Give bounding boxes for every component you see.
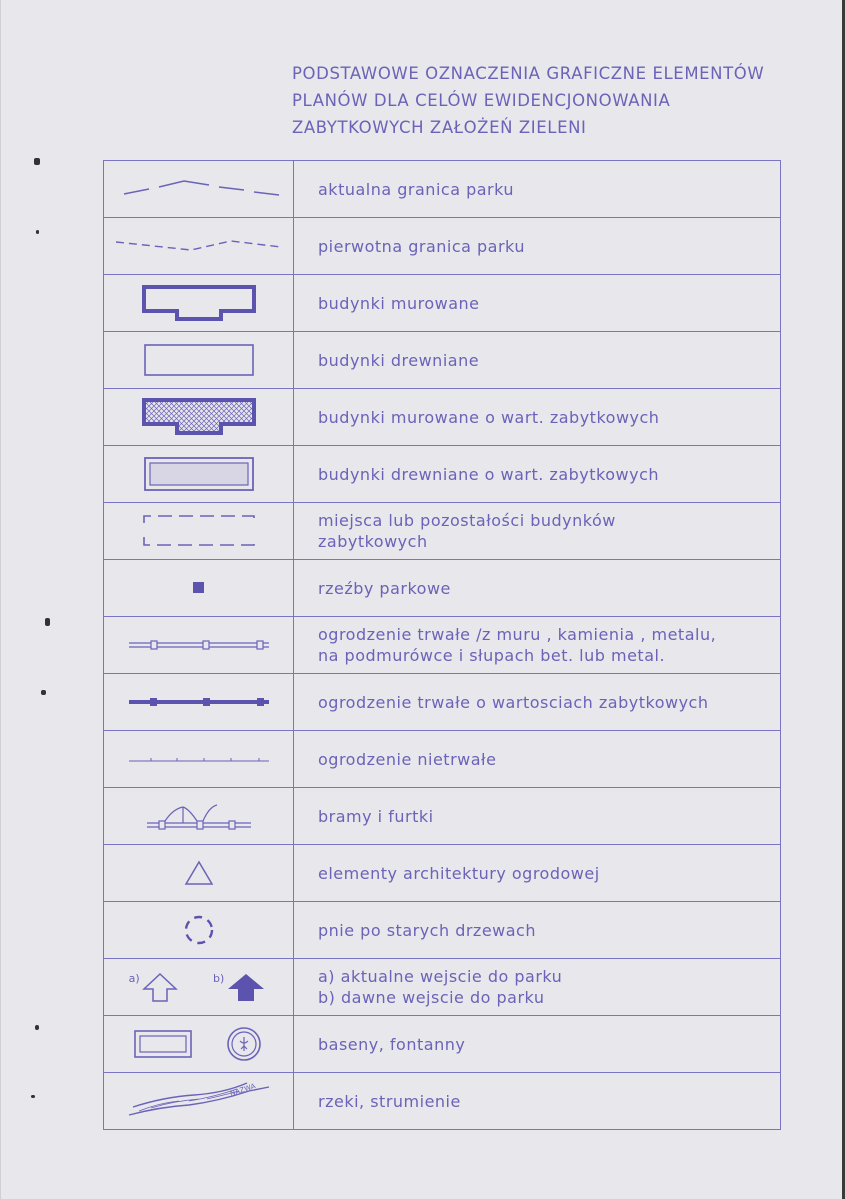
current-entrance-arrow-icon	[140, 970, 180, 1004]
river-icon	[119, 1081, 279, 1121]
legend-label: budynki murowane o wart. zabytkowych	[294, 389, 781, 446]
gate-icon	[139, 799, 259, 833]
legend-label: baseny, fontanny	[294, 1016, 781, 1073]
symbol-cell	[104, 332, 294, 389]
legend-row	[104, 674, 781, 731]
symbol-cell	[104, 959, 294, 1016]
legend-label: pnie po starych drzewach	[294, 902, 781, 959]
title-line-2: PLANÓW DLA CELÓW EWIDENCJONOWANIA	[292, 91, 671, 110]
park-sculpture-icon	[189, 578, 209, 598]
symbol-cell	[104, 731, 294, 788]
symbol-cell	[104, 560, 294, 617]
building-remains-icon	[136, 511, 261, 551]
legend-label: budynki drewniane o wart. zabytkowych	[294, 446, 781, 503]
tree-stump-icon	[179, 910, 219, 950]
symbol-cell	[104, 503, 294, 560]
legend-label: pierwotna granica parku	[294, 218, 781, 275]
legend-row	[104, 275, 781, 332]
historic-brick-building-icon	[139, 396, 259, 438]
scan-speck	[34, 158, 40, 165]
legend-label	[294, 503, 781, 560]
permanent-fence-icon	[119, 635, 279, 655]
legend-label: elementy architektury ogrodowej	[294, 845, 781, 902]
legend-label: budynki murowane	[294, 275, 781, 332]
symbol-cell	[104, 161, 294, 218]
legend-label: ogrodzenie trwałe o wartosciach zabytkowych	[294, 674, 781, 731]
historic-fence-icon	[119, 692, 279, 712]
brick-building-icon	[139, 283, 259, 323]
symbol-cell	[104, 788, 294, 845]
legend-row	[104, 560, 781, 617]
legend-label-line-1: miejsca lub pozostałości budynków	[318, 511, 616, 530]
legend-row	[104, 788, 781, 845]
scan-speck	[35, 1025, 39, 1030]
legend-row	[104, 902, 781, 959]
legend-row	[104, 1073, 781, 1130]
legend-label-line-1: a) aktualne wejscie do parku	[318, 967, 563, 986]
symbol-cell	[104, 389, 294, 446]
pool-icon	[132, 1027, 194, 1061]
legend-row	[104, 731, 781, 788]
legend-label: bramy i furtki	[294, 788, 781, 845]
current-park-boundary-icon	[114, 174, 284, 204]
legend-row	[104, 161, 781, 218]
original-park-boundary-icon	[111, 231, 286, 261]
legend-table	[103, 160, 781, 1130]
temporary-fence-icon	[119, 749, 279, 769]
legend-label: aktualna granica parku	[294, 161, 781, 218]
legend-row	[104, 389, 781, 446]
legend-row	[104, 218, 781, 275]
title-line-3: ZABYTKOWYCH ZAŁOŻEŃ ZIELENI	[292, 118, 587, 137]
symbol-cell	[104, 674, 294, 731]
legend-label	[294, 617, 781, 674]
entrance-mark-b: b)	[213, 972, 225, 985]
triangle-icon	[182, 858, 216, 888]
legend-label	[294, 959, 781, 1016]
former-entrance-arrow-icon	[224, 970, 268, 1004]
legend-row	[104, 617, 781, 674]
scan-speck	[31, 1095, 35, 1098]
symbol-cell	[104, 617, 294, 674]
legend-label-line-1: ogrodzenie trwałe /z muru , kamienia , metalu,	[318, 625, 717, 644]
legend-label: rzeki, strumienie	[294, 1073, 781, 1130]
legend-label-line-2: na podmurówce i słupach bet. lub metal.	[318, 646, 666, 665]
historic-wooden-building-icon	[139, 454, 259, 494]
fountain-icon	[223, 1025, 265, 1063]
symbol-cell	[104, 218, 294, 275]
scan-speck	[41, 690, 46, 695]
symbol-cell	[104, 446, 294, 503]
symbol-cell	[104, 275, 294, 332]
symbol-cell	[104, 845, 294, 902]
river-name-text: NAZWA	[228, 1082, 256, 1098]
scan-speck	[36, 230, 39, 234]
legend-row	[104, 332, 781, 389]
scan-speck	[45, 618, 50, 626]
legend-row	[104, 959, 781, 1016]
legend-row	[104, 845, 781, 902]
legend-label-line-2: b) dawne wejscie do parku	[318, 988, 545, 1007]
title-line-1: PODSTAWOWE OZNACZENIA GRAFICZNE ELEMENTÓW	[292, 64, 765, 83]
legend-label: rzeźby parkowe	[294, 560, 781, 617]
legend-label: ogrodzenie nietrwałe	[294, 731, 781, 788]
legend-label-line-2: zabytkowych	[318, 532, 428, 551]
legend-row	[104, 503, 781, 560]
entrance-mark-a: a)	[128, 972, 140, 985]
symbol-cell	[104, 1016, 294, 1073]
wooden-building-icon	[139, 340, 259, 380]
document-title	[292, 60, 832, 141]
legend-row	[104, 1016, 781, 1073]
symbol-cell	[104, 1073, 294, 1130]
legend-row	[104, 446, 781, 503]
legend-label: budynki drewniane	[294, 332, 781, 389]
symbol-cell	[104, 902, 294, 959]
